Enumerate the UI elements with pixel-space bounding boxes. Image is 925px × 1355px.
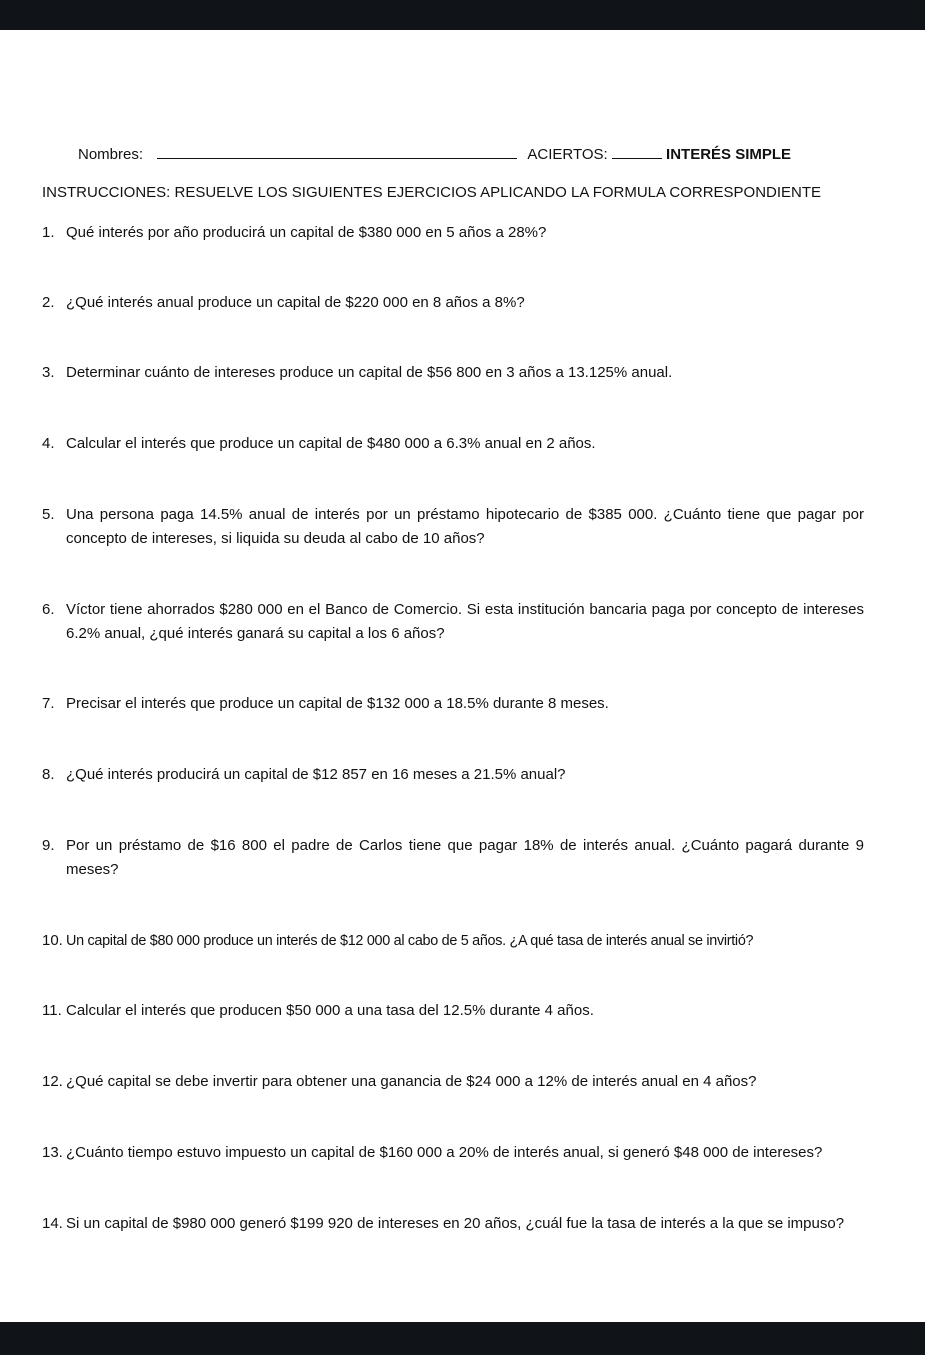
question-text: Una persona paga 14.5% anual de interés por un préstamo hipotecario de $385 000. ¿Cuánto tiene que pagar por concepto de intereses, si liquida su deuda al cabo de 10 años? xyxy=(66,506,864,547)
question-number: 1. xyxy=(42,224,55,241)
score-blank-line xyxy=(612,157,662,159)
names-blank-line xyxy=(157,157,517,159)
question-number: 7. xyxy=(42,695,55,712)
names-label: Nombres: xyxy=(78,146,144,163)
question-number: 12. xyxy=(42,1073,63,1090)
question-10 xyxy=(42,929,864,953)
question-text: Qué interés por año producirá un capital de $380 000 en 5 años a 28%? xyxy=(66,224,547,241)
question-number: 11. xyxy=(42,1002,62,1019)
bottom-bar xyxy=(0,1322,925,1355)
question-text: Determinar cuánto de intereses produce un capital de $56 800 en 3 años a 13.125% anual. xyxy=(66,364,673,381)
question-11 xyxy=(42,999,864,1023)
question-number: 9. xyxy=(42,837,55,854)
question-number: 5. xyxy=(42,506,55,523)
question-4 xyxy=(42,432,864,456)
question-text: Precisar el interés que produce un capital de $132 000 a 18.5% durante 8 meses. xyxy=(66,695,609,712)
question-number: 4. xyxy=(42,435,55,452)
question-2 xyxy=(42,291,864,315)
question-7 xyxy=(42,692,864,716)
question-text: ¿Qué interés anual produce un capital de $220 000 en 8 años a 8%? xyxy=(66,294,525,311)
score-label: ACIERTOS: xyxy=(527,146,608,163)
question-number: 3. xyxy=(42,364,55,381)
question-1 xyxy=(42,221,864,245)
question-text: Calcular el interés que producen $50 000 a una tasa del 12.5% durante 4 años. xyxy=(66,1002,594,1019)
question-text: Víctor tiene ahorrados $280 000 en el Banco de Comercio. Si esta institución bancaria paga por concepto de intereses 6.2% anual, ¿qué interés ganará su capital a los 6 años? xyxy=(66,601,864,642)
question-text: ¿Cuánto tiempo estuvo impuesto un capital de $160 000 a 20% de interés anual, si generó $48 000 de intereses? xyxy=(66,1144,823,1161)
question-text: ¿Qué interés producirá un capital de $12 857 en 16 meses a 21.5% anual? xyxy=(66,766,566,783)
question-9 xyxy=(42,834,864,882)
top-bar xyxy=(0,0,925,30)
question-text: Por un préstamo de $16 800 el padre de Carlos tiene que pagar 18% de interés anual. ¿Cuánto pagará durante 9 meses? xyxy=(66,837,864,878)
worksheet-header xyxy=(78,146,791,163)
question-text: Si un capital de $980 000 generó $199 920 de intereses en 20 años, ¿cuál fue la tasa de interés a la que se impuso? xyxy=(66,1215,845,1232)
question-6 xyxy=(42,598,864,646)
question-8 xyxy=(42,763,864,787)
question-number: 14. xyxy=(42,1215,63,1232)
question-number: 13. xyxy=(42,1144,63,1161)
question-text: Calcular el interés que produce un capital de $480 000 a 6.3% anual en 2 años. xyxy=(66,435,596,452)
question-text: Un capital de $80 000 produce un interés de $12 000 al cabo de 5 años. ¿A qué tasa de interés anual se invirtió? xyxy=(66,933,754,949)
question-number: 8. xyxy=(42,766,55,783)
question-text: ¿Qué capital se debe invertir para obtener una ganancia de $24 000 a 12% de interés anual en 4 años? xyxy=(66,1073,757,1090)
question-14 xyxy=(42,1212,864,1236)
worksheet-title: INTERÉS SIMPLE xyxy=(666,146,792,163)
question-5 xyxy=(42,503,864,551)
question-number: 2. xyxy=(42,294,55,311)
question-number: 6. xyxy=(42,601,55,618)
question-12 xyxy=(42,1070,864,1094)
instructions: INSTRUCCIONES: RESUELVE LOS SIGUIENTES EJERCICIOS APLICANDO LA FORMULA CORRESPONDIENTE xyxy=(42,184,822,201)
question-number: 10. xyxy=(42,932,63,949)
question-3 xyxy=(42,361,864,385)
question-13 xyxy=(42,1141,864,1165)
